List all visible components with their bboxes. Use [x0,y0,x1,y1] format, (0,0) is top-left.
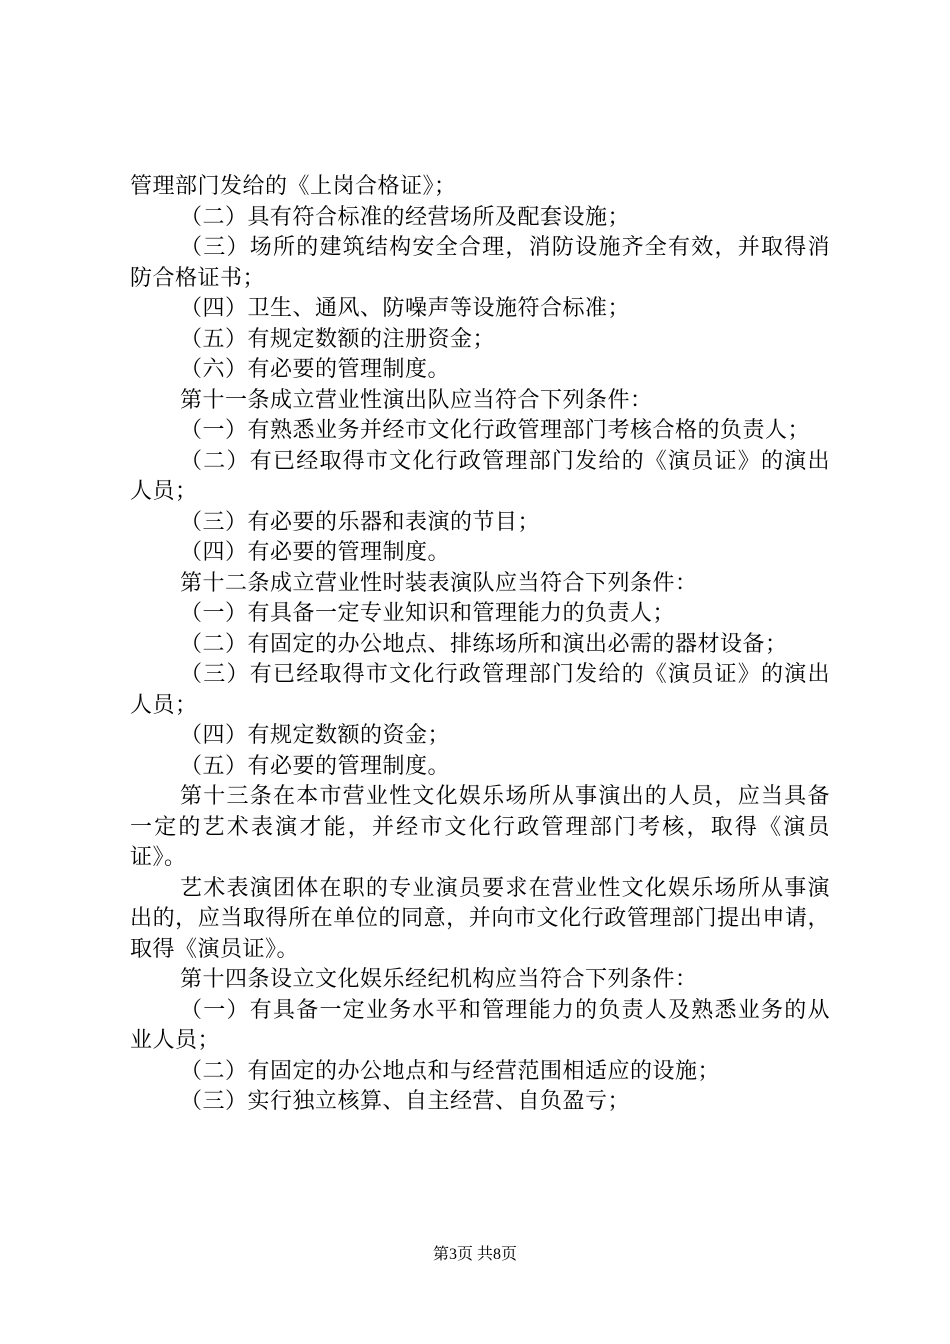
paragraph: 第十二条成立营业性时装表演队应当符合下列条件： [180,570,698,596]
paragraph: （三）有必要的乐器和表演的节目； [180,509,541,535]
paragraph: 第十四条设立文化娱乐经纪机构应当符合下列条件： [180,967,698,992]
paragraph: （一）有具备一定业务水平和管理能力的负责人及熟悉业务的从业人员； [130,997,830,1053]
document-body [130,172,830,1118]
page-footer: 第3页 共8页 [432,1246,517,1263]
paragraph: 第十三条在本市营业性文化娱乐场所从事演出的人员，应当具备一定的艺术表演才能，并经市文化行政管理部门考核，取得《演员证》。 [130,784,830,870]
paragraph: （二）有固定的办公地点、排练场所和演出必需的器材设备； [180,631,788,657]
paragraph: （三）场所的建筑结构安全合理，消防设施齐全有效，并取得消防合格证书； [130,235,830,291]
paragraph: （五）有必要的管理制度。 [180,753,451,779]
paragraph: （六）有必要的管理制度。 [180,357,451,382]
paragraph: 艺术表演团体在职的专业演员要求在营业性文化娱乐场所从事演出的，应当取得所在单位的同意，并向市文化行政管理部门提出申请，取得《演员证》。 [130,875,830,962]
paragraph: （四）有规定数额的资金； [180,723,451,748]
paragraph: （二）有固定的办公地点和与经营范围相适应的设施； [180,1058,721,1084]
paragraph: （二）有已经取得市文化行政管理部门发给的《演员证》的演出人员； [130,448,830,504]
paragraph: （四）有必要的管理制度。 [180,540,451,565]
paragraph: （三）有已经取得市文化行政管理部门发给的《演员证》的演出人员； [130,662,830,718]
paragraph: （二）具有符合标准的经营场所及配套设施； [180,204,631,230]
paragraph: （五）有规定数额的注册资金； [180,326,496,352]
paragraph: 第十一条成立营业性演出队应当符合下列条件： [180,387,653,413]
paragraph: （四）卫生、通风、防噪声等设施符合标准； [180,296,631,321]
paragraph: （一）有熟悉业务并经市文化行政管理部门考核合格的负责人； [180,418,811,443]
paragraph: （一）有具备一定专业知识和管理能力的负责人； [180,601,676,626]
paragraph: 管理部门发给的《上岗合格证》； [130,174,457,199]
paragraph: （三）实行独立核算、自主经营、自负盈亏； [180,1089,631,1114]
